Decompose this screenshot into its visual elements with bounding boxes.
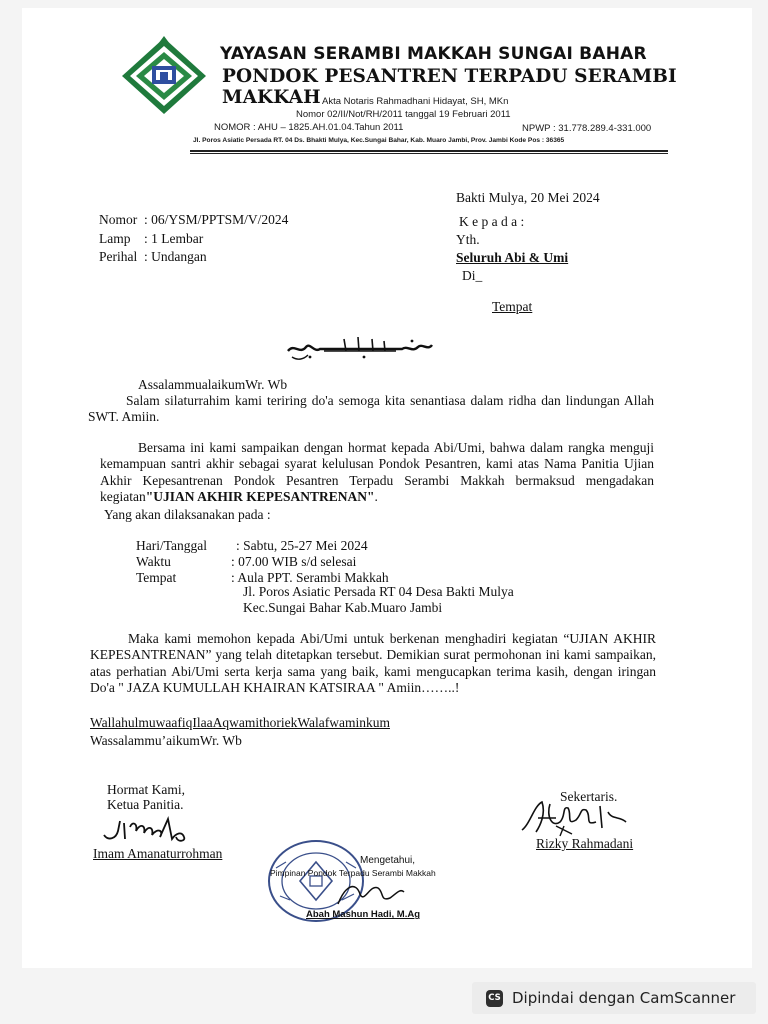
pimpinan-signature-icon [330, 874, 410, 914]
detail-tempat-kecamatan: Kec.Sungai Bahar Kab.Muaro Jambi [243, 600, 443, 615]
header-divider [190, 150, 668, 152]
camscanner-text: Dipindai dengan CamScanner [512, 989, 736, 1007]
paragraph-invitation-text: Bersama ini kami sampaikan dengan hormat kepada Abi/Umi, bahwa dalam rangka menguji kemampuan santri akhir sebagai syarat kelulusan Pondok Pesantren, kami atas Nama Panitia Ujian Akhir Kepesantrenan Pondok Pesantren Terpadu Serambi Makkah bermaksud mengadakan kegiatan [100, 440, 654, 505]
sekretaris-name: Rizky Rahmadani [536, 836, 634, 851]
lamp-label: Lamp [99, 231, 131, 246]
paragraph-closing: Maka kami memohon kepada Abi/Umi untuk berkenan menghadiri kegiatan “UJIAN AKHIR KEPESANTRENAN” yang telah ditetapkan tersebut. Demikian surat permohonan ini kami sampaikan, atas perhatian Abi/Umi serta kerja sama yang baik, kami mengucapkan terima kasih, dengan iringan Do'a " JAZA KUMULLAH KHAIRAN KATSIRAA " Amiin……..! [90, 631, 656, 696]
sekretaris-title: Sekertaris. [560, 789, 618, 804]
nomor-akta: Nomor 02/II/Not/RH/2011 tanggal 19 Februari 2011 [296, 109, 511, 120]
ketua-name: Imam Amanaturrohman [93, 846, 223, 861]
nomor-ahu: NOMOR : AHU – 1825.AH.01.04.Tahun 2011 [214, 122, 404, 133]
paragraph-invitation-end: . [374, 489, 378, 505]
org-name-yayasan: YAYASAN SERAMBI MAKKAH SUNGAI BAHAR [220, 44, 647, 64]
hormat-kami: Hormat Kami, [107, 782, 185, 797]
nomor-row [99, 212, 288, 228]
header-divider-thin [190, 153, 668, 154]
detail-waktu [136, 554, 356, 570]
salam-opening: AssalammualaikumWr. Wb [138, 377, 288, 392]
mengetahui-label: Mengetahui, [360, 855, 416, 866]
detail-waktu-label: Waktu [136, 554, 171, 569]
closing-wallahul: WallahulmuwaafiqIlaaAqwamithoriekWalafwaminkum [90, 715, 390, 730]
nomor-value: : 06/YSM/PPTSM/V/2024 [144, 212, 289, 227]
address-line: Jl. Poros Asiatic Persada RT. 04 Ds. Bhakti Mulya, Kec.Sungai Bahar, Kab. Muaro Jambi, Prov. Jambi Kode Pos : 36365 [193, 137, 565, 144]
tempat-label: Tempat [492, 299, 533, 314]
detail-hari [136, 538, 368, 554]
ketua-signature-icon [98, 813, 194, 847]
schedule-intro: Yang akan dilaksanakan pada : [104, 507, 271, 522]
salam-closing: Wassalammu’aikumWr. Wb [90, 733, 242, 748]
org-name-pondok: PONDOK PESANTREN TERPADU SERAMBI MAKKAH [222, 66, 677, 108]
kepada-label: K e p a d a : [459, 214, 525, 229]
detail-waktu-value: : 07.00 WIB s/d selesai [231, 554, 357, 569]
nomor-label: Nomor [99, 212, 138, 227]
perihal-row [99, 249, 207, 265]
ketua-panitia-title: Ketua Panitia. [107, 797, 184, 812]
perihal-value: : Undangan [144, 249, 207, 264]
paragraph-invitation [100, 440, 654, 506]
detail-tempat-address: Jl. Poros Asiatic Persada RT 04 Desa Bakti Mulya [243, 584, 514, 599]
perihal-label: Perihal [99, 249, 138, 264]
di-label: Di_ [462, 268, 483, 283]
detail-hari-value: : Sabtu, 25-27 Mei 2024 [236, 538, 368, 553]
yayasan-logo-icon [118, 34, 210, 118]
npwp: NPWP : 31.778.289.4-331.000 [522, 123, 652, 134]
sekretaris-signature-icon [516, 796, 636, 840]
recipient-name: Seluruh Abi & Umi [456, 250, 569, 265]
detail-tempat-label: Tempat [136, 570, 177, 585]
event-name: "UJIAN AKHIR KEPESANTRENAN" [145, 489, 375, 505]
lamp-value: : 1 Lembar [144, 231, 204, 246]
yth-label: Yth. [456, 232, 480, 247]
paragraph-salam: Salam silaturrahim kami teriring do'a semoga kita senantiasa dalam ridha dan lindungan Allah SWT. Amiin. [88, 393, 654, 425]
camscanner-watermark [472, 982, 756, 1014]
akta-notaris: Akta Notaris Rahmadhani Hidayat, SH, MKn [322, 96, 509, 107]
detail-hari-label: Hari/Tanggal [136, 538, 208, 553]
lamp-row [99, 231, 203, 247]
letter-date: Bakti Mulya, 20 Mei 2024 [456, 190, 600, 205]
camscanner-logo-icon: CS [486, 990, 503, 1007]
pimpinan-name: Abah Mashun Hadi, M.Ag [306, 909, 420, 920]
basmala-calligraphy-icon [284, 333, 436, 363]
detail-tempat-value: : Aula PPT. Serambi Makkah [231, 570, 389, 585]
pimpinan-title: Pimpinan Pondok Terpadu Serambi Makkah [270, 868, 436, 878]
